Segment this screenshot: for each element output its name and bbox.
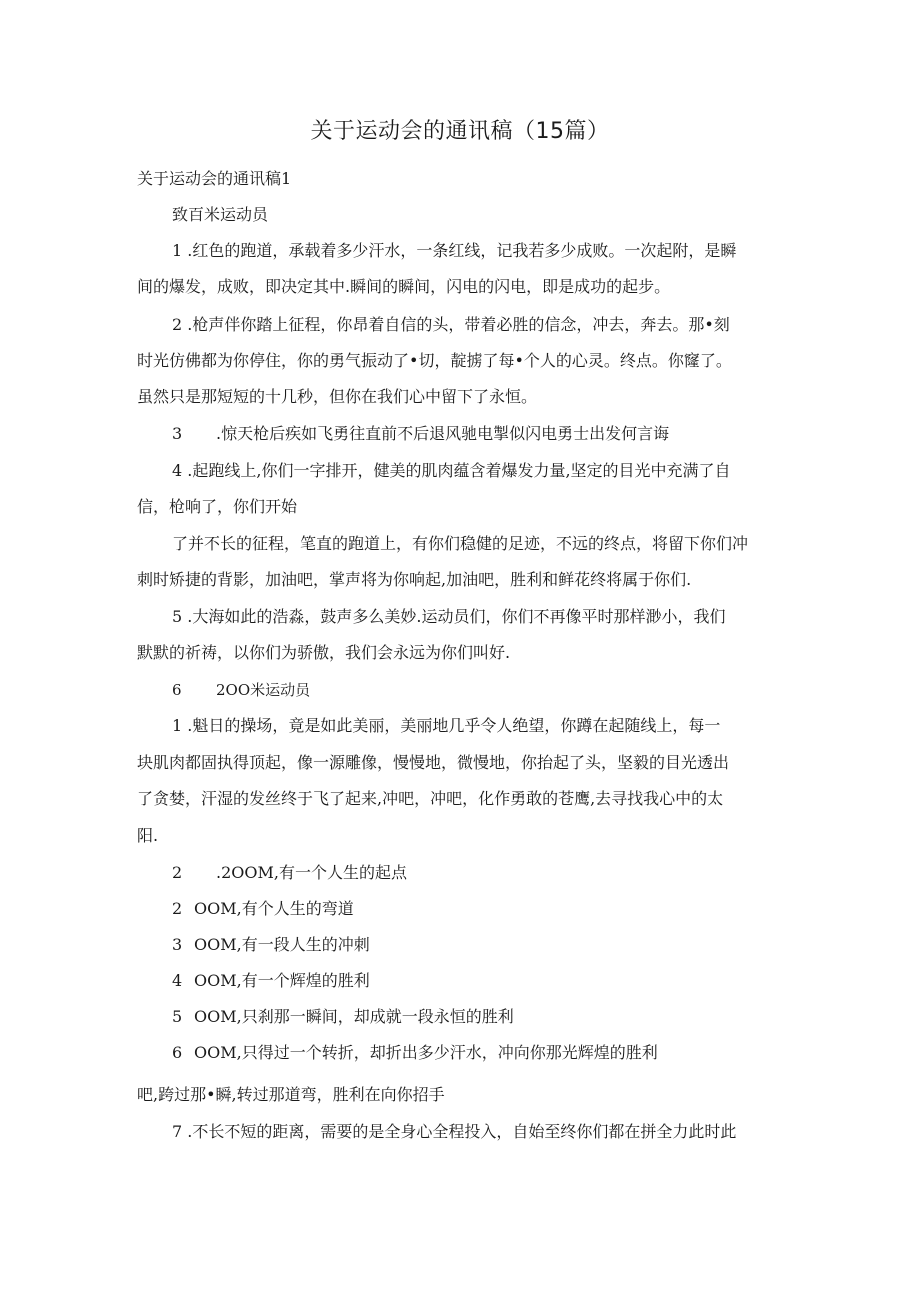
item-text: OOM,有一段人生的冲刺 <box>194 935 370 954</box>
subtitle-200m <box>172 679 822 701</box>
item-number: 6 <box>172 1043 183 1062</box>
list-item <box>172 898 822 920</box>
list-item <box>172 1042 822 1064</box>
item-text: OOM,只得过一个转折，却折出多少汗水，冲向你那光辉煌的胜利 <box>194 1043 658 1062</box>
paragraph-line: 4 .起跑线上,你们一字排开，健美的肌肉蕴含着爆发力量,坚定的目光中充满了自 <box>172 461 731 480</box>
item-text: OOM,只刹那一瞬间，却成就一段永恒的胜利 <box>194 1007 514 1026</box>
paragraph-line: 吧,跨过那•瞬,转过那道弯，胜利在向你招手 <box>137 1085 445 1104</box>
item-number: 2 <box>172 863 183 882</box>
item-text: .2OOM,有一个人生的起点 <box>216 863 407 882</box>
item-number: 6 <box>172 681 182 699</box>
paragraph-line: 5 .大海如此的浩淼，鼓声多么美妙.运动员们，你们不再像平时那样渺小，我们 <box>172 607 726 626</box>
paragraph-line: 7 .不长不短的距离，需要的是全身心全程投入，自始至终你们都在拼全力此时此 <box>172 1122 737 1141</box>
list-item <box>172 970 822 992</box>
item-number: 2 <box>172 899 183 918</box>
item-text: OOM,有一个辉煌的胜利 <box>194 971 370 990</box>
item-text: 2OO米运动员 <box>216 681 311 699</box>
paragraph-line: 了贪婪，汗湿的发丝终于飞了起来,冲吧，冲吧，化作勇敢的苍鹰,去寻找我心中的太 <box>137 789 724 808</box>
paragraph-line: 间的爆发，成败，即决定其中.瞬间的瞬间，闪电的闪电，即是成功的起步。 <box>137 277 671 296</box>
paragraph-line: 2 .枪声伴你踏上征程，你昂着自信的头，带着必胜的信念，冲去，奔去。那•刻 <box>172 315 730 334</box>
item-number: 3 <box>172 935 183 954</box>
paragraph-line: 1 .魁日的操场，竟是如此美丽，美丽地几乎令人绝望，你蹲在起随线上，每一 <box>172 716 721 735</box>
paragraph-line <box>172 423 822 445</box>
paragraph-line: 1 .红色的跑道，承载着多少汗水，一条红线，记我若多少成败。一次起附，是瞬 <box>172 241 737 260</box>
item-text: .惊天枪后疾如飞勇往直前不后退风驰电掣似闪电勇士出发何言诲 <box>216 424 670 443</box>
paragraph-line: 虽然只是那短短的十几秒，但你在我们心中留下了永恒。 <box>137 387 538 406</box>
paragraph-line: 块肌肉都固执得顶起，像一源雕像，慢慢地，微慢地，你抬起了头，坚毅的目光透出 <box>137 753 730 772</box>
paragraph-line: 了并不长的征程，笔直的跑道上，有你们稳健的足迹，不远的终点，将留下你们冲 <box>172 534 749 553</box>
item-number: 4 <box>172 971 183 990</box>
paragraph-line: 时光仿佛都为你停住，你的勇气振动了•切，靛掳了每•个人的心灵。终点。你窿了。 <box>137 351 732 370</box>
item-number: 3 <box>172 424 183 443</box>
list-item <box>172 862 822 884</box>
paragraph-line: 刺时矫捷的背影，加油吧，掌声将为你响起,加油吧，胜利和鲜花终将属于你们. <box>137 570 692 589</box>
document-title: 关于运动会的通讯稿（15篇） <box>310 119 610 144</box>
item-number: 5 <box>172 1007 183 1026</box>
list-item <box>172 1006 822 1028</box>
paragraph-line: 默默的祈祷，以你们为骄傲，我们会永远为你们叫好. <box>137 643 511 662</box>
paragraph-line: 信，枪响了，你们开始 <box>137 497 298 516</box>
section-heading: 关于运动会的通讯稿1 <box>137 169 292 188</box>
paragraph-line: 阳. <box>137 826 159 845</box>
list-item <box>172 934 822 956</box>
subtitle-100m: 致百米运动员 <box>172 205 269 224</box>
item-text: OOM,有个人生的弯道 <box>194 899 354 918</box>
